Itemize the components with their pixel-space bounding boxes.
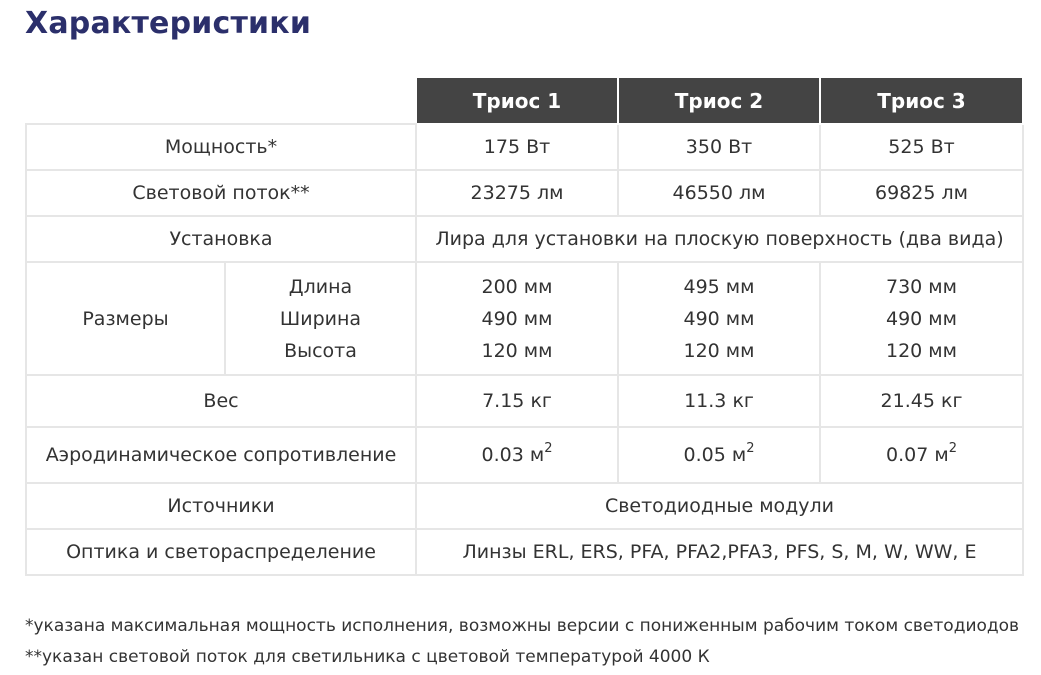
cell-value	[618, 262, 820, 375]
row-label: Аэродинамическое сопротивление	[26, 427, 416, 483]
column-header: Триос 1	[416, 77, 618, 124]
drag-value: 0.03 м	[481, 444, 545, 466]
cell-value: 21.45 кг	[820, 375, 1023, 427]
sublabel-width: Ширина	[279, 307, 362, 330]
row-label: Вес	[26, 375, 416, 427]
cell-value: 46550 лм	[618, 170, 820, 216]
table-row-power	[26, 124, 1023, 170]
cell-value	[820, 262, 1023, 375]
cell-value: 69825 лм	[820, 170, 1023, 216]
cell-value: Линзы ERL, ERS, PFA, PFA2,PFA3, PFS, S, M, W, WW, E	[416, 529, 1023, 575]
dim-height: 120 мм	[481, 339, 553, 362]
cell-value: 23275 лм	[416, 170, 618, 216]
column-header: Триос 3	[820, 77, 1023, 124]
cell-value	[416, 427, 618, 483]
dim-width: 490 мм	[683, 307, 755, 330]
drag-value: 0.07 м	[886, 444, 949, 466]
footnote-flux: **указан световой поток для светильника с цветовой температурой 4000 К	[25, 647, 710, 667]
dim-length: 495 мм	[683, 275, 755, 298]
row-label: Размеры	[26, 262, 225, 375]
cell-value: 175 Вт	[416, 124, 618, 170]
unit-superscript: 2	[544, 440, 553, 456]
cell-value	[820, 427, 1023, 483]
table-row-flux	[26, 170, 1023, 216]
cell-value: Светодиодные модули	[416, 483, 1023, 529]
table-row-dimensions	[26, 262, 1023, 375]
cell-value: 525 Вт	[820, 124, 1023, 170]
dimension-sublabels	[225, 262, 416, 375]
table-row-mount	[26, 216, 1023, 262]
dim-height: 120 мм	[886, 339, 957, 362]
table-header-row	[26, 77, 1023, 124]
cell-value: Лира для установки на плоскую поверхность (два вида)	[416, 216, 1023, 262]
page-title: Характеристики	[25, 6, 312, 41]
row-label: Световой поток**	[26, 170, 416, 216]
sublabel-length: Длина	[288, 275, 353, 298]
cell-value	[618, 427, 820, 483]
dim-length: 200 мм	[481, 275, 553, 298]
row-label: Источники	[26, 483, 416, 529]
column-header: Триос 2	[618, 77, 820, 124]
dim-height: 120 мм	[683, 339, 755, 362]
dim-length: 730 мм	[886, 275, 957, 298]
cell-value	[416, 262, 618, 375]
table-row-drag	[26, 427, 1023, 483]
header-blank-cell	[26, 77, 416, 124]
cell-value: 11.3 кг	[618, 375, 820, 427]
table-row-optics	[26, 529, 1023, 575]
sublabel-height: Высота	[284, 339, 357, 362]
unit-superscript: 2	[948, 440, 957, 456]
row-label: Мощность*	[26, 124, 416, 170]
cell-value: 350 Вт	[618, 124, 820, 170]
drag-value: 0.05 м	[683, 444, 747, 466]
table-row-weight	[26, 375, 1023, 427]
specs-table	[25, 76, 1024, 576]
dim-width: 490 мм	[481, 307, 553, 330]
footnote-power: *указана максимальная мощность исполнения, возможны версии с пониженным рабочим током светодиодов	[25, 616, 1020, 636]
unit-superscript: 2	[746, 440, 755, 456]
cell-value: 7.15 кг	[416, 375, 618, 427]
row-label: Оптика и светораспределение	[26, 529, 416, 575]
dim-width: 490 мм	[886, 307, 957, 330]
table-row-sources	[26, 483, 1023, 529]
row-label: Установка	[26, 216, 416, 262]
